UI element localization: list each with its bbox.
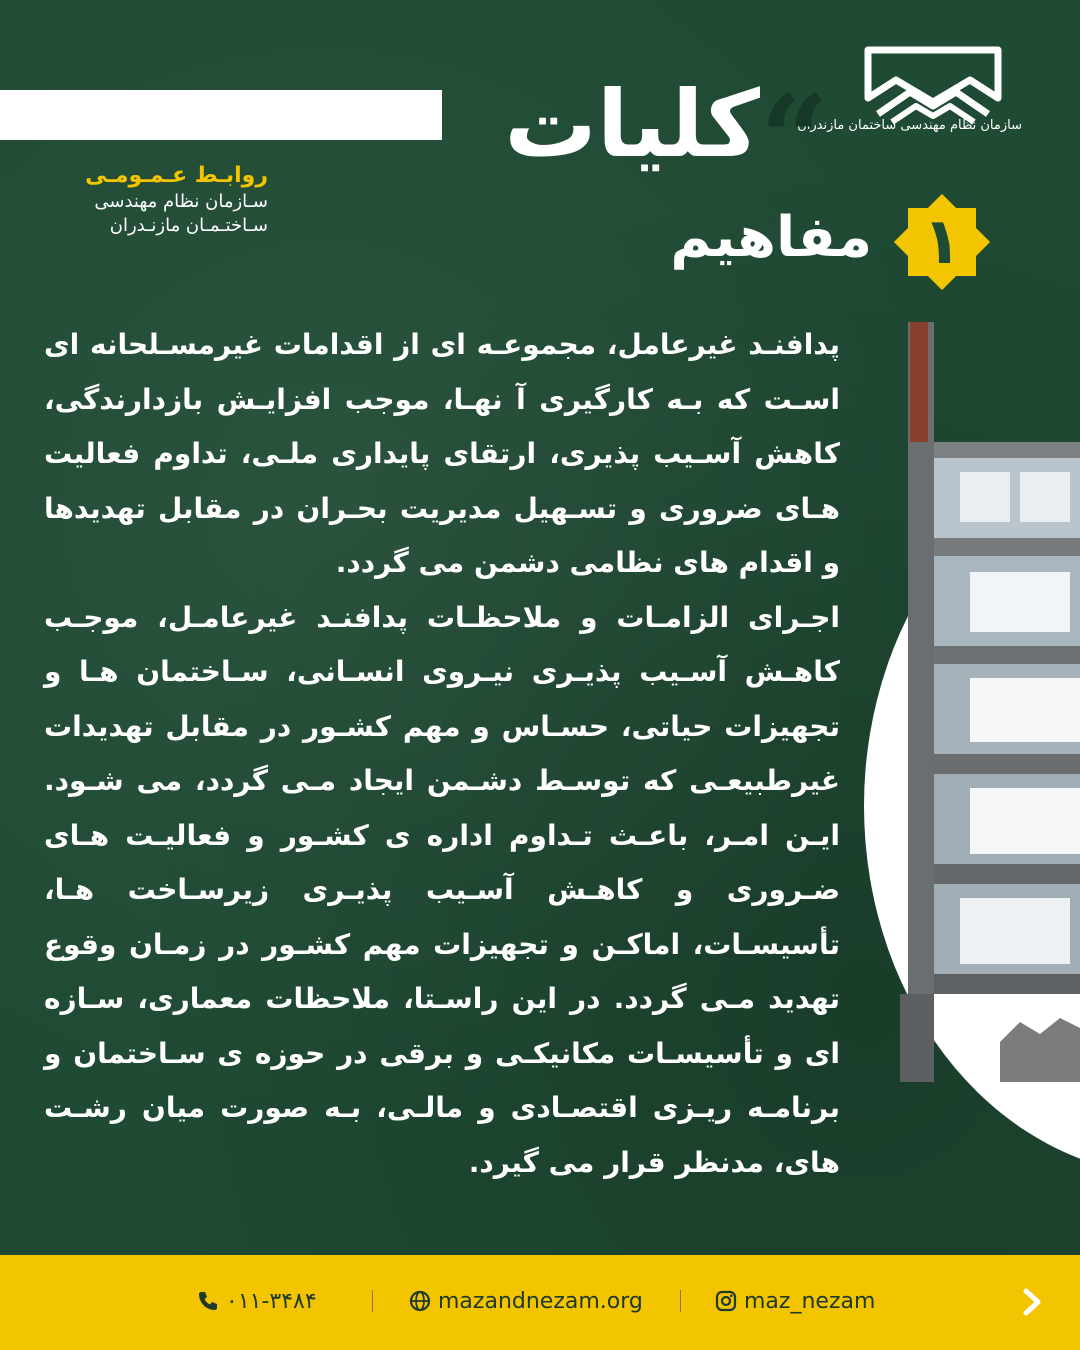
header-white-bar — [0, 90, 442, 140]
globe-icon — [408, 1289, 432, 1313]
public-relations-block — [58, 162, 268, 238]
body-paragraph-1: پدافنـد غیرعامل، مجموعـه ای از اقدامات غیرمسـلحانه ای اسـت که بـه کارگیری آ نهـا، موجب افزایـش بازدارندگی، کاهش آسـیب پذیری، ارتقای پایداری ملـی، تداوم فعالیت هـای ضروری و تسـهیل مدیریت بحـران در مقابل تهدیدها و اقدام های نظامی دشمن می گردد. — [44, 328, 840, 579]
phone-number: ۰۱۱-۳۴۸۴ — [226, 1288, 317, 1314]
phone-icon — [196, 1289, 220, 1313]
public-relations-line-1: سـازمان نظام مهندسی — [94, 191, 268, 212]
ruined-building-icon — [900, 322, 1080, 1082]
footer-phone[interactable] — [196, 1286, 317, 1316]
public-relations-title: روابـط عـمـومـی — [85, 163, 268, 188]
body-text — [44, 318, 840, 1190]
public-relations-line-2: سـاختـمـان مازنـدران — [109, 215, 268, 236]
footer-separator — [680, 1290, 681, 1312]
chevron-right-icon — [1020, 1287, 1044, 1317]
section-subtitle: مفاهیم — [670, 205, 872, 270]
organization-logo-icon — [848, 40, 1018, 150]
body-paragraph-2: اجـرای الزامـات و ملاحظـات پدافنـد غیرعامـل، موجـب کاهـش آسـیب پذیـری نیـروی انسـانی، سـاختمان هـا و تجهیزات حیاتی، حسـاس و مهم کشـور در مقابل تهدیدات غیرطبیعـی که توسـط دشـمن ایجاد مـی گردد، می شـود. ایـن امـر، باعـث تـداوم اداره ی کشـور و فعالیـت هـای ضـروری و کاهـش آسـیب پذیـری زیرسـاخت هـا، تأسیسـات، اماکـن و تجهیزات مهم کشـور در زمـان وقوع تهدید مـی گردد. در این راسـتا، ملاحظات معماری، سـازه ای و تأسیسـات مکانیکـی و برقی در حوزه ی سـاختمان و برنامـه ریـزی اقتصـادی و مالـی، بـه صورت میان رشـت های، مدنظر قرار می گیرد. — [44, 600, 840, 1179]
instagram-icon — [714, 1289, 738, 1313]
section-number: ۱ — [922, 205, 962, 279]
footer-instagram[interactable] — [714, 1286, 875, 1316]
footer-separator — [372, 1290, 373, 1312]
instagram-handle: maz_nezam — [744, 1288, 876, 1314]
quote-mark: “ — [760, 69, 830, 210]
footer-website[interactable] — [408, 1286, 643, 1316]
page-title: کلیات — [504, 71, 760, 178]
logo-caption: سازمان نظام مهندسی ساختمان مازندران — [797, 118, 1022, 133]
website-url: mazandnezam.org — [438, 1288, 643, 1314]
next-button[interactable] — [1014, 1284, 1050, 1320]
